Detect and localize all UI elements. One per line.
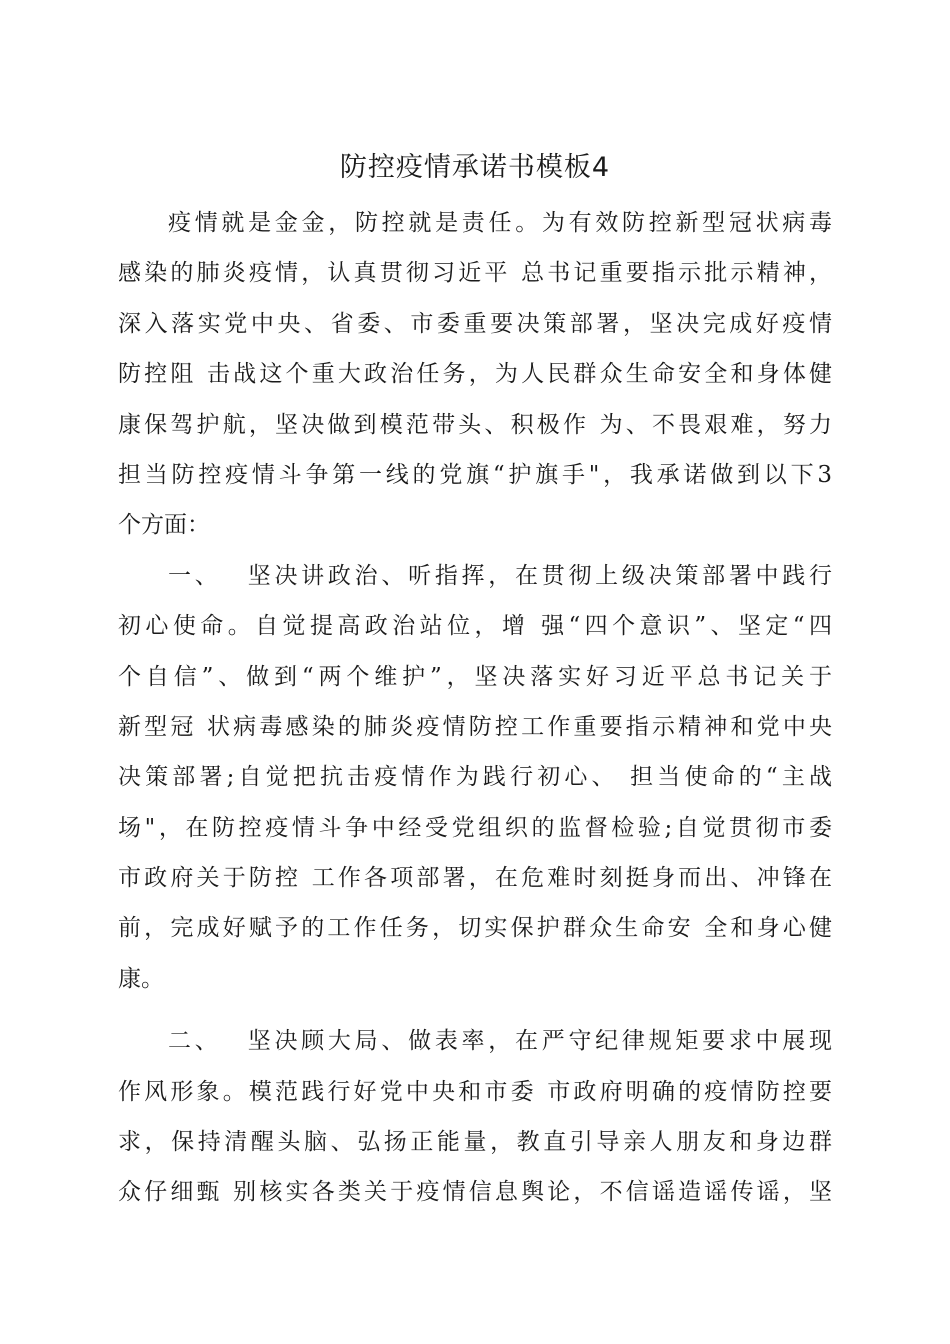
text-line: 个方面： (118, 512, 210, 539)
text-line: 作风形象。模范践行好党中央和市委 市政府明确的疫情防控要 (118, 1078, 832, 1105)
text-line: 深入落实党中央、省委、市委重要决策部署，坚决完成好疫情 (118, 310, 832, 337)
text-line: 康保驾护航，坚决做到模范带头、积极作 为、不畏艰难，努力 (118, 411, 832, 438)
text-line: 市政府关于防控 工作各项部署，在危难时刻挺身而出、冲锋在 (118, 865, 832, 892)
paragraph-1 (118, 198, 832, 551)
paragraph-spacer (118, 1004, 832, 1016)
text-line: 感染的肺炎疫情，认真贯彻习近平 总书记重要指示批示精神， (118, 260, 832, 287)
text-line: 初心使命。自觉提高政治站位，增 强“四个意识”、坚定“四 (118, 613, 832, 640)
text-line: 防控阻 击战这个重大政治任务，为人民群众生命安全和身体健 (118, 361, 832, 388)
document-body (118, 198, 832, 1218)
text-line: 疫情就是金金，防控就是责任。为有效防控新型冠状病毒 (168, 210, 832, 236)
text-line: 二、 坚决顾大局、做表率，在严守纪律规矩要求中展现 (168, 1028, 832, 1055)
text-line: 新型冠 状病毒感染的肺炎疫情防控工作重要指示精神和党中央 (118, 713, 832, 740)
text-line: 一、 坚决讲政治、听指挥，在贯彻上级决策部署中践行 (168, 562, 832, 589)
document-title: 防控疫情承诺书模板4 (339, 152, 611, 183)
text-line: 决策部署;自觉把抗击疫情作为践行初心、 担当使命的“主战 (118, 764, 832, 791)
text-line: 担当防控疫情斗争第一线的党旗“护旗手"，我承诺做到以下3 (118, 461, 832, 488)
paragraph-2 (118, 551, 832, 1005)
paragraph-3 (118, 1016, 832, 1218)
text-line: 个自信”、做到“两个维护”，坚决落实好习近平总书记关于 (118, 663, 832, 690)
text-line: 场"，在防控疫情斗争中经受党组织的监督检验;自觉贯彻市委 (118, 814, 832, 841)
text-line: 前，完成好赋予的工作任务，切实保护群众生命安 全和身心健 (118, 915, 832, 942)
text-line: 求，保持清醒头脑、弘扬正能量，教直引导亲人朋友和身边群 (118, 1129, 832, 1156)
text-line: 康。 (118, 965, 164, 992)
text-line: 众仔细甄 别核实各类关于疫情信息舆论，不信谣造谣传谣，坚 (118, 1179, 832, 1206)
